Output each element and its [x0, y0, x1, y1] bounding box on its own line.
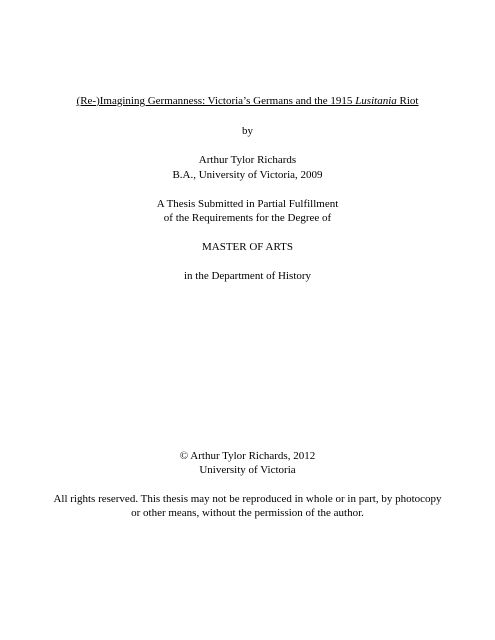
thesis-title-main: (Re-)Imagining Germanness: Victoria’s Germans and the 1915 [76, 95, 356, 107]
rights-line-2: or other means, without the permission of the author. [131, 507, 364, 519]
submission-line-2: of the Requirements for the Degree of [163, 212, 332, 224]
copyright-line [0, 450, 495, 463]
degree-name: MASTER OF ARTS [201, 241, 294, 253]
copyright-institution: University of Victoria [199, 464, 296, 476]
thesis-title-italic: Lusitania [355, 95, 397, 107]
author-name: Arthur Tylor Richards [198, 154, 297, 166]
submission-line-1: A Thesis Submitted in Partial Fulfillment [156, 198, 339, 210]
prior-degree: B.A., University of Victoria, 2009 [172, 169, 323, 181]
rights-line-1: All rights reserved. This thesis may not be reproduced in whole or in part, by photocopy [53, 493, 442, 505]
by-line: by [242, 125, 253, 137]
thesis-title-end: Riot [396, 95, 419, 107]
copyright-symbol: © [179, 450, 189, 462]
copyright-holder: Arthur Tylor Richards, 2012 [188, 450, 316, 462]
department: in the Department of History [183, 270, 312, 282]
thesis-title [0, 95, 495, 108]
